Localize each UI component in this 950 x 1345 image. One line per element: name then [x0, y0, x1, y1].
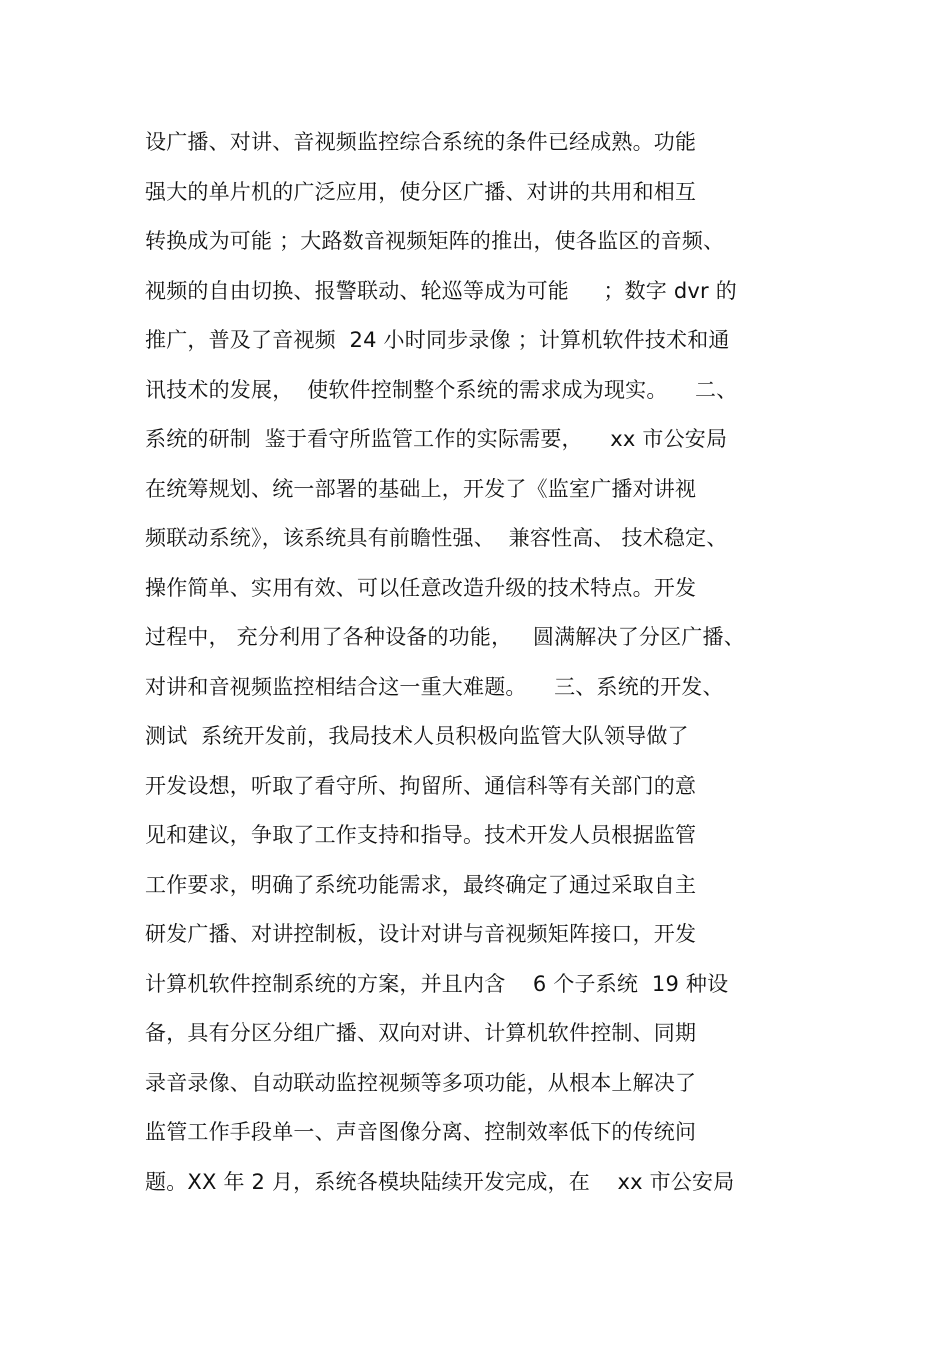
text-line: 备，具有分区分组广播、双向对讲、计算机软件控制、同期 [145, 1021, 697, 1045]
text-line: 监管工作手段单一、声音图像分离、控制效率低下的传统问 [145, 1120, 697, 1144]
text-line: 题。XX 年 2 月，系统各模块陆续开发完成，在 xx 市公安局 [145, 1169, 735, 1194]
text-line: 操作简单、实用有效、可以任意改造升级的技术特点。开发 [145, 575, 697, 600]
text-line: 对讲和音视频监控相结合这一重大难题。 三、系统的开发、 [145, 674, 724, 699]
text-line: 工作要求，明确了系统功能需求，最终确定了通过采取自主 [145, 872, 697, 897]
text-line: 录音录像、自动联动监控视频等多项功能，从根本上解决了 [145, 1070, 697, 1095]
text-line: 测试 系统开发前，我局技术人员积极向监管大队领导做了 [145, 724, 689, 748]
text-line: 见和建议，争取了工作支持和指导。技术开发人员根据监管 [145, 823, 697, 847]
text-line: 计算机软件控制系统的方案，并且内含 6 个子系统 19 种设 [145, 971, 729, 996]
text-line: 视频的自由切换、报警联动、轮巡等成为可能 ；数字 dvr 的 [145, 278, 737, 303]
text-line: 开发设想，听取了看守所、拘留所、通信科等有关部门的意 [145, 773, 697, 798]
text-line: 强大的单片机的广泛应用，使分区广播、对讲的共用和相互 [145, 179, 697, 204]
text-line: 频联动系统》，该系统具有前瞻性强、 兼容性高、 技术稳定、 [145, 526, 728, 550]
text-line: 在统筹规划、统一部署的基础上，开发了《监室广播对讲视 [145, 476, 697, 501]
text-line: 系统的研制 鉴于看守所监管工作的实际需要， xx 市公安局 [145, 427, 728, 451]
text-line: 研发广播、对讲控制板，设计对讲与音视频矩阵接口，开发 [145, 922, 697, 946]
text-line: 转换成为可能 ；大路数音视频矩阵的推出，使各监区的音频、 [145, 229, 725, 253]
text-line: 推广，普及了音视频 24 小时同步录像 ；计算机软件技术和通 [145, 328, 730, 352]
text-line: 过程中， 充分利用了各种设备的功能， 圆满解决了分区广播、 [145, 625, 745, 649]
text-line: 设广播、对讲、音视频监控综合系统的条件已经成熟。功能 [145, 130, 697, 154]
body-text [145, 118, 825, 1207]
text-line: 讯技术的发展， 使软件控制整个系统的需求成为现实。 二、 [145, 377, 738, 402]
